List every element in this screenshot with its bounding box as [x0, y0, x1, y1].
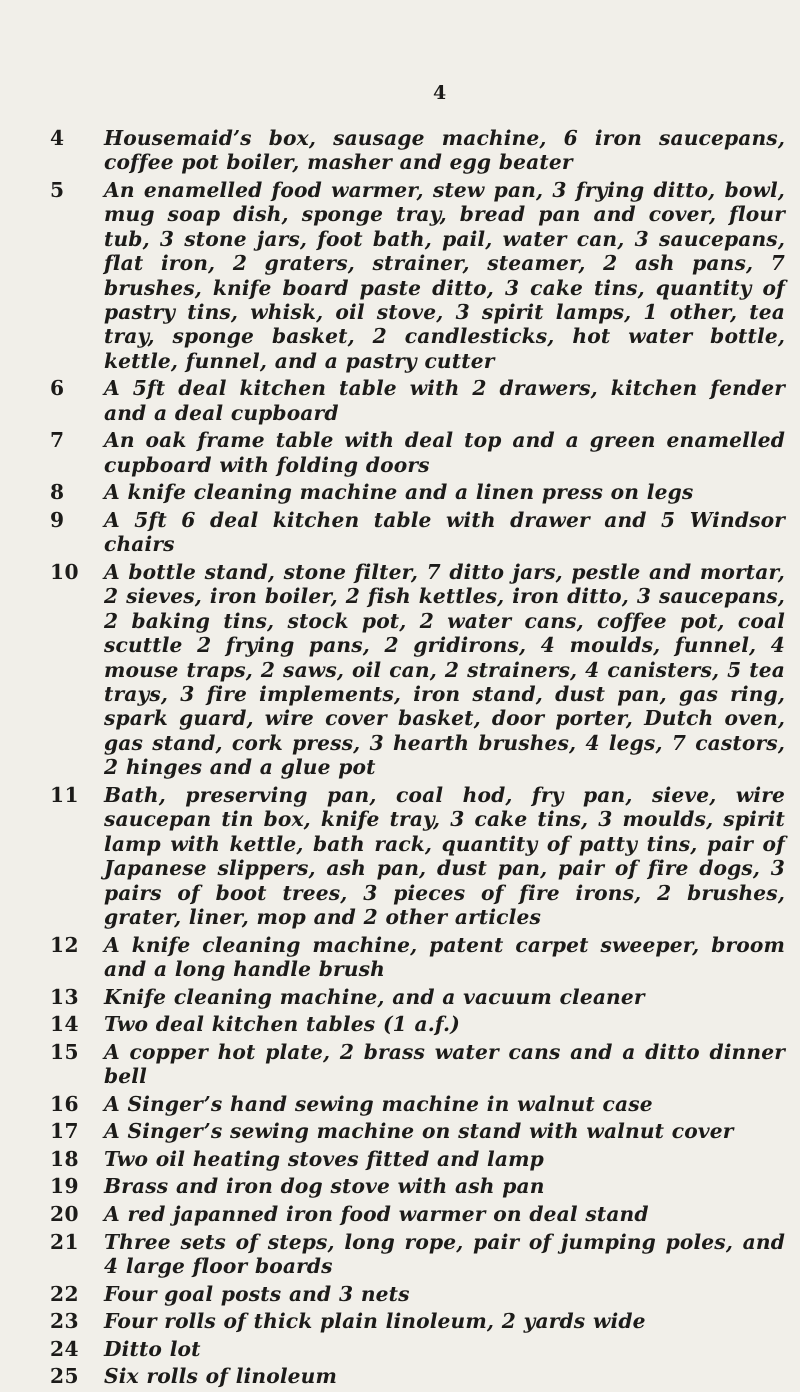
lot-number: 17 — [50, 1119, 80, 1144]
lot-number: 6 — [50, 376, 65, 401]
lot-description: Knife cleaning machine, and a vacuum cleaner — [104, 984, 645, 1009]
lot-description: An oak frame table with deal top and a green enamelled cupboard with folding doors — [104, 428, 785, 477]
lot-number: 9 — [50, 508, 65, 533]
lot-item — [50, 985, 785, 1009]
lot-number: 16 — [50, 1091, 80, 1116]
lot-number: 7 — [50, 428, 65, 453]
lot-description: A bottle stand, stone filter, 7 ditto jars, pestle and mortar, 2 sieves, iron boiler, 2 fish kettles, iron ditto, 3 saucepans, 2 baking tins, stock pot, 2 water cans, coffee pot, coal scuttle 2 frying pans, 2 gridirons, 4 moulds, funnel, 4 mouse traps, 2 saws, oil can, 2 strainers, 4 canisters, 5 tea trays, 3 fire implements, iron stand, dust pan, gas ring, spark guard, wire cover basket, door porter, Dutch oven, gas stand, cork press, 3 hearth brushes, 4 legs, 7 castors, 2 hinges and a glue pot — [104, 560, 785, 780]
lot-description: A copper hot plate, 2 brass water cans and a ditto dinner bell — [104, 1039, 785, 1089]
lot-number: 20 — [50, 1202, 80, 1227]
lot-number: 5 — [50, 178, 65, 202]
lot-number: 22 — [50, 1281, 80, 1306]
lot-item — [50, 1147, 785, 1171]
lot-description: An enamelled food warmer, stew pan, 3 frying ditto, bowl, mug soap dish, sponge tray, bread pan and cover, flour tub, 3 stone jars, foot bath, pail, water can, 3 saucepans, flat iron, 2 graters, strainer, steamer, 2 ash pans, 7 brushes, knife board paste ditto, 3 cake tins, quantity of pastry tins, whisk, oil stove, 3 spirit lamps, 1 other, tea tray, sponge basket, 2 candlesticks, hot water bottle, kettle, funnel, and a pastry cutter — [104, 178, 785, 373]
lot-description: A knife cleaning machine and a linen press on legs — [104, 480, 694, 505]
lot-item — [50, 1012, 785, 1036]
lot-list — [50, 126, 785, 1392]
lot-number: 8 — [50, 480, 65, 505]
lot-item — [50, 428, 785, 477]
lot-item — [50, 1230, 785, 1279]
lot-item — [50, 126, 785, 175]
lot-description: Three sets of steps, long rope, pair of jumping poles, and 4 large floor boards — [104, 1229, 785, 1279]
lot-description: Two deal kitchen tables (1 a.f.) — [104, 1012, 460, 1037]
lot-description: Housemaid’s box, sausage machine, 6 iron saucepans, coffee pot boiler, masher and egg beater — [104, 126, 785, 175]
lot-item — [50, 933, 785, 982]
lot-number: 18 — [50, 1146, 80, 1171]
lot-item — [50, 560, 785, 780]
lot-description: A 5ft 6 deal kitchen table with drawer and 5 Windsor chairs — [104, 508, 785, 557]
lot-item — [50, 1282, 785, 1306]
lot-item — [50, 508, 785, 557]
lot-description: A Singer’s sewing machine on stand with walnut cover — [104, 1119, 734, 1144]
lot-number: 10 — [50, 560, 80, 585]
lot-description: Ditto lot — [104, 1336, 201, 1361]
lot-number: 25 — [50, 1364, 80, 1389]
lot-description: Six rolls of linoleum — [104, 1364, 338, 1389]
lot-number: 21 — [50, 1229, 80, 1254]
lot-number: 11 — [50, 782, 80, 807]
lot-number: 12 — [50, 932, 80, 957]
lot-number: 13 — [50, 984, 80, 1009]
lot-number: 15 — [50, 1039, 80, 1064]
lot-item — [50, 1092, 785, 1116]
lot-description: Four rolls of thick plain linoleum, 2 yards wide — [104, 1309, 646, 1334]
lot-number: 23 — [50, 1309, 80, 1334]
lot-item — [50, 783, 785, 929]
lot-number: 19 — [50, 1174, 80, 1199]
lot-item — [50, 480, 785, 504]
lot-item — [50, 1337, 785, 1361]
lot-description: A 5ft deal kitchen table with 2 drawers, kitchen fender and a deal cupboard — [104, 376, 785, 425]
lot-item — [50, 1174, 785, 1198]
lot-description: A red japanned iron food warmer on deal stand — [104, 1202, 649, 1227]
lot-item — [50, 1202, 785, 1226]
lot-description: Four goal posts and 3 nets — [104, 1281, 410, 1306]
lot-number: 4 — [50, 126, 65, 150]
lot-number: 24 — [50, 1336, 80, 1361]
lot-description: Bath, preserving pan, coal hod, fry pan, sieve, wire saucepan tin box, knife tray, 3 cake tins, 3 moulds, spirit lamp with kettle, bath rack, quantity of patty tins, pair of Japanese slippers, ash pan, dust pan, pair of fire dogs, 3 pairs of boot trees, 3 pieces of fire irons, 2 brushes, grater, liner, mop and 2 other articles — [104, 782, 785, 929]
lot-item — [50, 1040, 785, 1089]
lot-item — [50, 178, 785, 373]
lot-item — [50, 1309, 785, 1333]
lot-number: 14 — [50, 1012, 80, 1037]
lot-item — [50, 1364, 785, 1388]
lot-description: A knife cleaning machine, patent carpet sweeper, broom and a long handle brush — [104, 932, 785, 981]
lot-item — [50, 1119, 785, 1143]
page-number: 4 — [433, 82, 447, 104]
lot-description: Brass and iron dog stove with ash pan — [104, 1174, 545, 1199]
lot-description: Two oil heating stoves fitted and lamp — [104, 1146, 544, 1171]
lot-item — [50, 376, 785, 425]
lot-description: A Singer’s hand sewing machine in walnut case — [104, 1091, 653, 1116]
